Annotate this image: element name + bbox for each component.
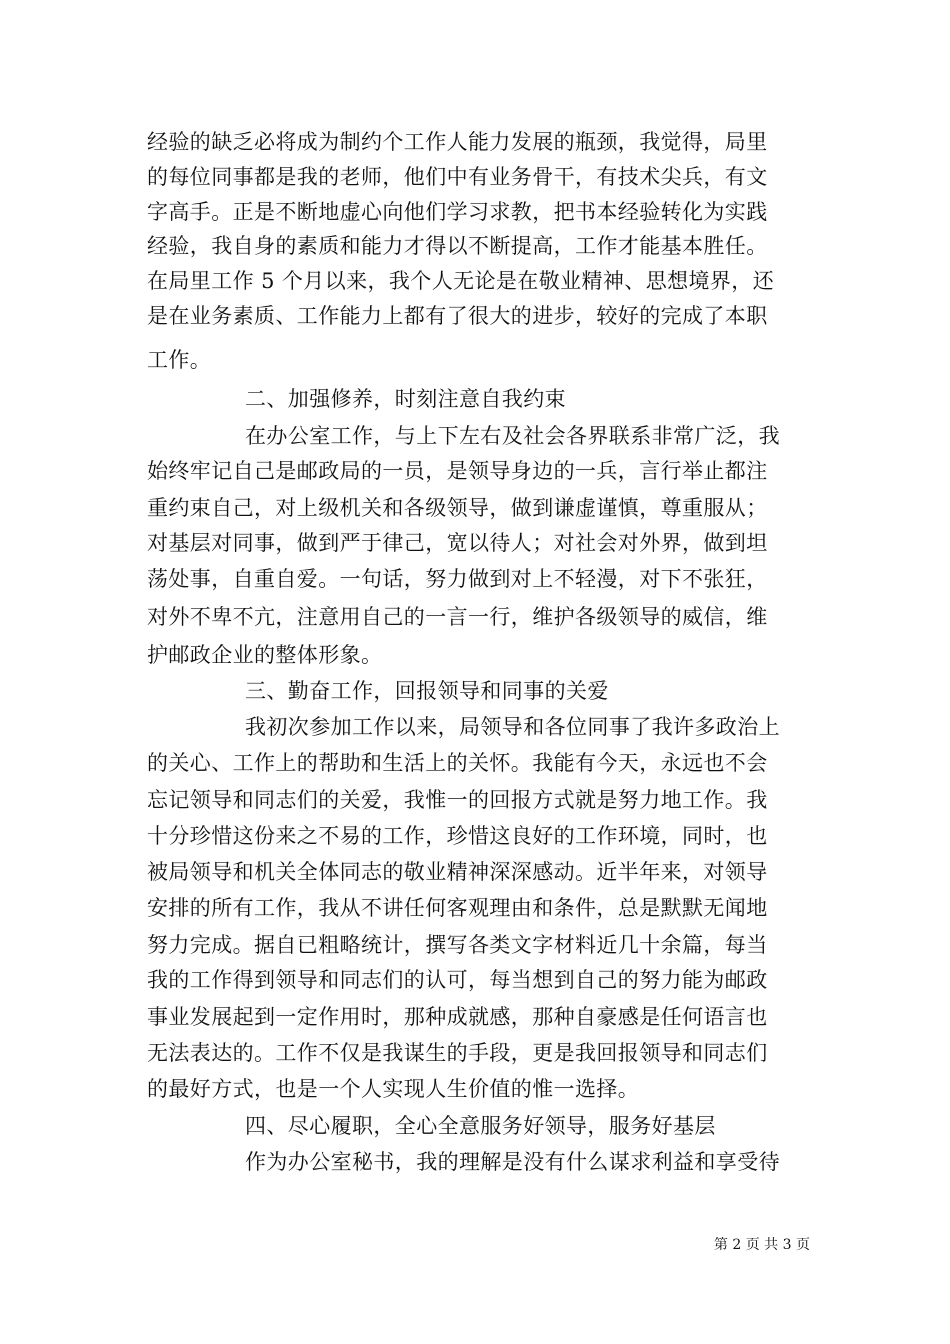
text-line: 事业发展起到一定作用时，那种成就感，那种自豪感是任何语言也 [147, 1005, 768, 1029]
text-line: 十分珍惜这份来之不易的工作，珍惜这良好的工作环境，同时，也 [147, 824, 768, 848]
text-line: 安排的所有工作，我从不讲任何客观理由和条件，总是默默无闻地 [147, 896, 768, 920]
text-line: 对外不卑不亢，注意用自己的一言一行，维护各级领导的威信，维 [147, 605, 768, 629]
text-line: 荡处事，自重自爱。一句话，努力做到对上不轻漫，对下不张狂， [147, 567, 768, 591]
text-line: 的每位同事都是我的老师，他们中有业务骨干，有技术尖兵，有文 [147, 165, 768, 189]
text-line: 我的工作得到领导和同志们的认可，每当想到自己的努力能为邮政 [147, 968, 768, 992]
text-line: 对基层对同事，做到严于律己，宽以待人；对社会对外界，做到坦 [147, 531, 768, 555]
text-line: 工作。 [147, 348, 212, 372]
section-heading: 三、勤奋工作，回报领导和同事的关爱 [245, 679, 609, 703]
text-line: 的最好方式，也是一个人实现人生价值的惟一选择。 [147, 1077, 640, 1101]
text-line: 的关心、工作上的帮助和生活上的关怀。我能有今天，永远也不会 [147, 751, 768, 775]
text-line: 在局里工作 5 个月以来，我个人无论是在敬业精神、思想境界，还 [147, 269, 775, 293]
text-line: 我初次参加工作以来，局领导和各位同事了我许多政治上 [245, 715, 780, 739]
text-line: 无法表达的。工作不仅是我谋生的手段，更是我回报领导和同志们 [147, 1041, 768, 1065]
text-line: 忘记领导和同志们的关爱，我惟一的回报方式就是努力地工作。我 [147, 788, 768, 812]
text-line: 作为办公室秘书，我的理解是没有什么谋求利益和享受待 [245, 1150, 780, 1174]
text-line: 字高手。正是不断地虚心向他们学习求教，把书本经验转化为实践 [147, 200, 768, 224]
text-line: 被局领导和机关全体同志的敬业精神深深感动。近半年来，对领导 [147, 860, 768, 884]
page-number-footer: 第 2 页 共 3 页 [713, 1237, 810, 1253]
text-line: 重约束自己，对上级机关和各级领导，做到谦虚谨慎，尊重服从； [147, 496, 768, 520]
section-heading: 四、尽心履职，全心全意服务好领导，服务好基层 [245, 1114, 716, 1138]
text-line: 始终牢记自己是邮政局的一员，是领导身边的一兵，言行举止都注 [147, 459, 768, 483]
text-line: 经验的缺乏必将成为制约个工作人能力发展的瓶颈，我觉得，局里 [147, 130, 768, 154]
text-line: 护邮政企业的整体形象。 [147, 643, 383, 667]
text-line: 是在业务素质、工作能力上都有了很大的进步，较好的完成了本职 [147, 304, 768, 328]
text-line: 经验，我自身的素质和能力才得以不断提高，工作才能基本胜任。 [147, 234, 768, 258]
text-line: 努力完成。据自已粗略统计，撰写各类文字材料近几十余篇，每当 [147, 933, 768, 957]
section-heading: 二、加强修养，时刻注意自我约束 [245, 387, 566, 411]
text-line: 在办公室工作，与上下左右及社会各界联系非常广泛，我 [245, 424, 780, 448]
